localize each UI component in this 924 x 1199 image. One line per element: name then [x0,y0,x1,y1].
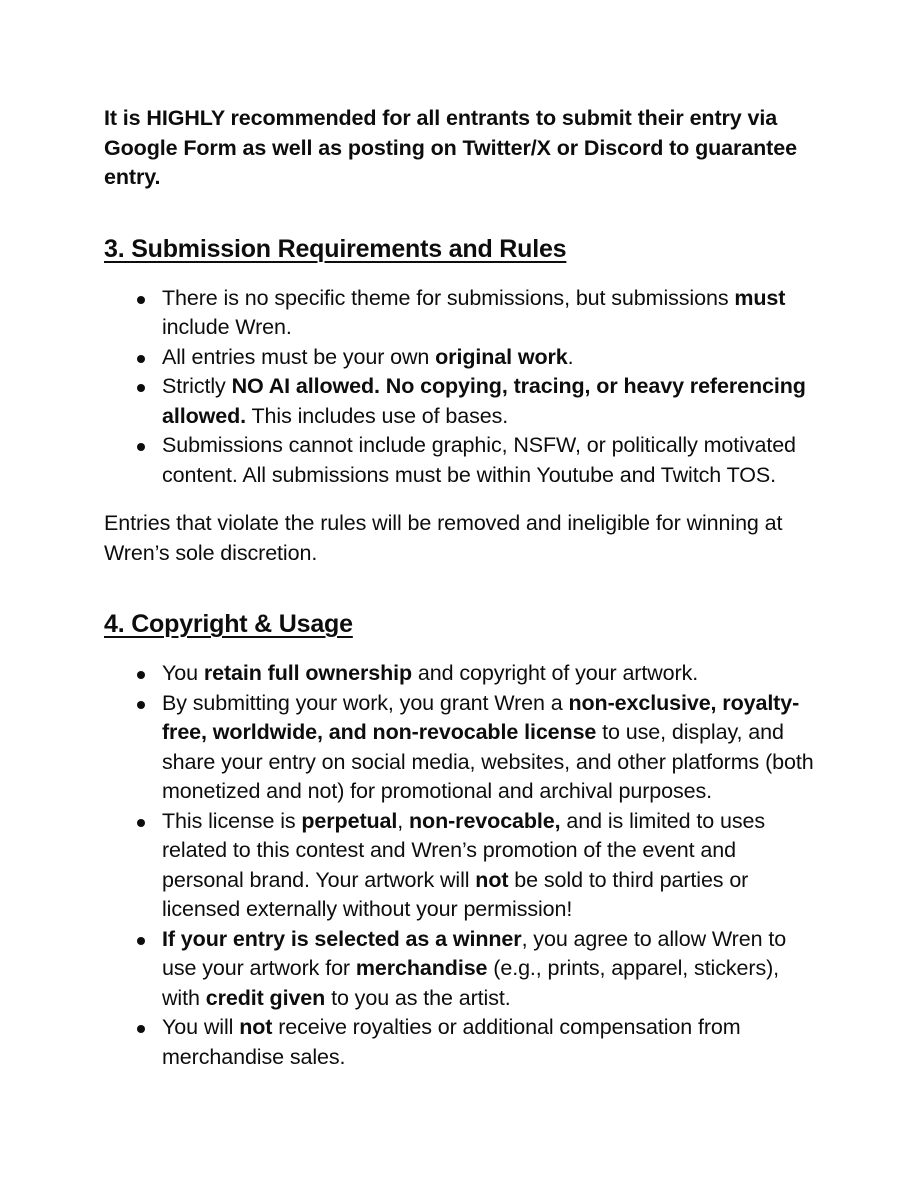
list-item-text [162,343,814,373]
plain-text: to use, display, and share your entry on social media, websites, and other platforms (both monetized and not) for promotional and archival purposes. [162,720,814,803]
bullet-list-submission-requirements [104,284,814,491]
list-item [104,431,814,490]
spacer [104,568,814,608]
emphasis-text: merchandise [355,956,488,980]
plain-text: to you as the artist. [325,985,511,1010]
emphasis-text: must [734,285,786,310]
plain-text: (e.g., prints, apparel, stickers), with [162,956,780,1010]
list-item [104,925,814,1014]
bullet-list-copyright-usage [104,659,814,1072]
emphasis-text: credit given [205,985,326,1010]
emphasis-text: not [239,1015,273,1039]
closing-paragraph-submission-requirements: Entries that violate the rules will be removed and ineligible for winning at Wren’s sole discretion. [104,511,783,565]
bullet-dot-icon [137,671,145,679]
plain-text: and is limited to uses related to this contest and Wren’s promotion of the event and personal brand. Your artwork will [162,808,765,892]
list-item-text [162,659,814,689]
list-item-text [162,431,814,490]
plain-text: You will [162,1015,240,1039]
list-item [104,284,814,343]
plain-text: You [162,661,204,685]
emphasis-text: not [475,867,509,892]
document-body [104,104,814,1072]
plain-text: This includes use of bases. [246,403,509,428]
spacer [104,265,814,284]
plain-text: and copyright of your artwork. [412,661,699,685]
emphasis-text: If your entry is selected as a winner [162,926,522,951]
emphasis-text: non-exclusive, royalty-free, worldwide, and non-revocable license [162,690,800,744]
plain-text: Submissions cannot include graphic, NSFW, or politically motivated content. All submissions must be within Youtube and Twitch TOS. [162,433,796,487]
list-item-text [162,925,814,1014]
list-item [104,372,814,431]
list-item [104,689,814,807]
spacer [104,490,814,509]
bullet-dot-icon [137,819,145,827]
bullet-dot-icon [137,384,145,392]
spacer [104,640,814,659]
list-item-text [162,284,814,343]
list-item [104,807,814,925]
list-item-text [162,1013,814,1072]
spacer [104,193,814,233]
section-heading-copyright-usage: 4. Copyright & Usage [104,610,353,638]
bullet-dot-icon [137,1025,145,1033]
bullet-dot-icon [137,296,145,304]
list-item [104,343,814,373]
plain-text: , you agree to allow Wren to use your artwork for [162,926,787,980]
list-item-text [162,689,814,807]
list-item [104,1013,814,1072]
plain-text: Strictly [162,374,232,398]
list-item-text [162,807,814,925]
section-heading-submission-requirements: 3. Submission Requirements and Rules [104,234,567,263]
bullet-dot-icon [137,355,145,363]
plain-text: This license is [162,808,302,833]
plain-text: be sold to third parties or licensed externally without your permission! [162,867,749,921]
emphasis-text: NO AI allowed. No copying, tracing, or heavy referencing allowed. [162,374,806,428]
emphasis-text: retain full ownership [203,661,413,685]
plain-text: receive royalties or additional compensation from merchandise sales. [162,1015,741,1069]
plain-text: All entries must be your own [162,344,436,369]
list-item-text [162,372,814,431]
emphasis-text: original work [435,344,568,369]
plain-text: include Wren. [162,315,292,339]
bullet-dot-icon [137,443,145,451]
bullet-dot-icon [137,701,145,709]
intro-paragraph: It is HIGHLY recommended for all entrants to submit their entry via Google Form as well as posting on Twitter/X or Discord to guarantee entry. [104,106,797,189]
bullet-dot-icon [137,937,145,945]
plain-text: By submitting your work, you grant Wren a [162,690,569,715]
emphasis-text: perpetual [301,808,398,833]
emphasis-text: non-revocable, [409,808,561,833]
plain-text: There is no specific theme for submissions, but submissions [162,285,735,310]
plain-text: , [397,808,410,833]
plain-text: . [567,344,574,369]
list-item [104,659,814,689]
